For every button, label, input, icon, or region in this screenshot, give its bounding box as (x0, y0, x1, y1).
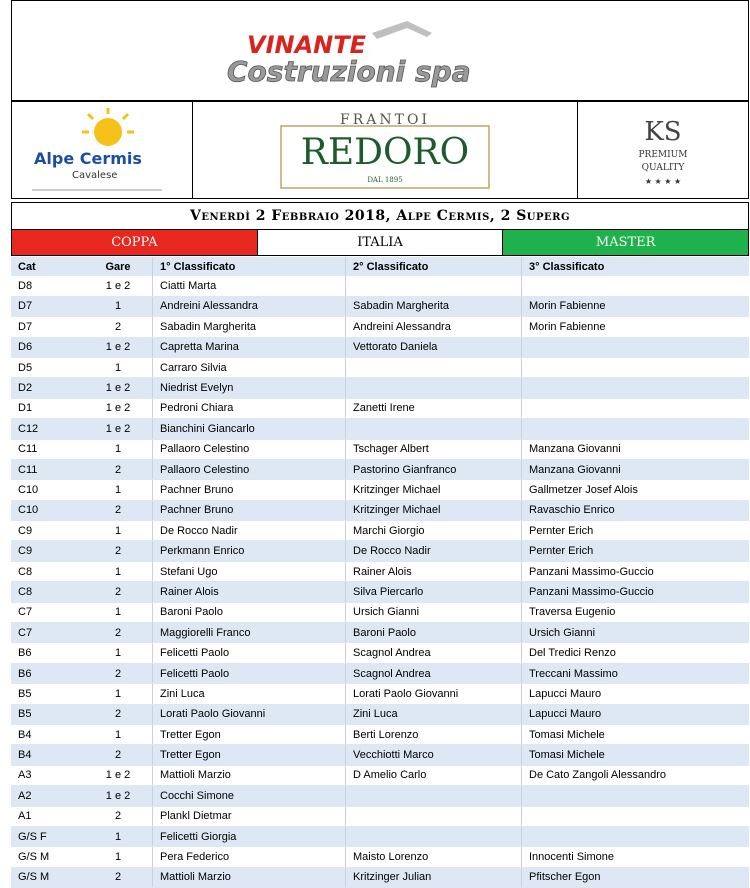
redoro-logo (193, 102, 578, 198)
cell-gare: 1 e 2 (84, 398, 153, 418)
cell-second: Lorati Paolo Giovanni (346, 684, 522, 704)
cell-cat: D6 (11, 337, 84, 357)
cell-first: Tretter Egon (153, 745, 346, 765)
cell-third: Ursich Gianni (522, 623, 750, 643)
cell-third: Tomasi Michele (522, 724, 750, 744)
category-band (11, 230, 749, 256)
cell-first: Plankl Dietmar (153, 806, 346, 826)
cell-gare: 2 (84, 704, 153, 724)
table-row (11, 357, 749, 377)
cell-first: Niedrist Evelyn (153, 378, 346, 398)
cell-second: Berti Lorenzo (346, 724, 522, 744)
cell-cat: C9 (11, 541, 84, 561)
logo-top-line: VINANTE (247, 31, 367, 59)
table-row (11, 806, 749, 826)
cell-first: Andreini Alessandra (153, 296, 346, 316)
cell-cat: C8 (11, 561, 84, 581)
cell-cat: A3 (11, 765, 84, 785)
cell-cat: D7 (11, 296, 84, 316)
cell-cat: D1 (11, 398, 84, 418)
cell-gare: 1 e 2 (84, 786, 153, 806)
cell-gare: 1 (84, 480, 153, 500)
cell-cat: B6 (11, 663, 84, 683)
cell-cat: C11 (11, 459, 84, 479)
table-row (11, 684, 749, 704)
cell-third: Del Tredici Renzo (522, 643, 750, 663)
cell-third: Pfitscher Egon (522, 867, 750, 887)
table-row (11, 561, 749, 581)
redoro-name: REDORO (300, 132, 470, 173)
cell-second: Ursich Gianni (346, 602, 522, 622)
cell-first: Mattioli Marzio (153, 867, 346, 887)
cell-cat: D5 (11, 357, 84, 377)
cell-cat: G/S M (11, 867, 84, 887)
header-second: 2° Classificato (346, 257, 522, 276)
table-row (11, 500, 749, 520)
table-row (11, 521, 749, 541)
table-row (11, 296, 749, 316)
cell-gare: 2 (84, 745, 153, 765)
cell-third: Manzana Giovanni (522, 459, 750, 479)
results-table (11, 257, 749, 888)
cell-first: Rainer Alois (153, 582, 346, 602)
header-cat: Cat (11, 257, 84, 276)
cell-second (346, 419, 522, 439)
cell-third (522, 826, 750, 846)
cell-second: Sabadin Margherita (346, 296, 522, 316)
cell-first: Lorati Paolo Giovanni (153, 704, 346, 724)
cell-third: Traversa Eugenio (522, 602, 750, 622)
cell-gare: 2 (84, 806, 153, 826)
cell-first: Carraro Silvia (153, 357, 346, 377)
cell-cat: B5 (11, 704, 84, 724)
vinante-logo-box (11, 0, 749, 101)
cell-third: De Cato Zangoli Alessandro (522, 765, 750, 785)
cell-first: Pera Federico (153, 847, 346, 867)
table-row (11, 826, 749, 846)
alpe-sub: Cavalese (72, 170, 118, 181)
table-row (11, 724, 749, 744)
table-row (11, 663, 749, 683)
table-row (11, 582, 749, 602)
cell-first: Pachner Bruno (153, 480, 346, 500)
logo-bottom-line: Costruzioni spa (227, 55, 471, 88)
table-row (11, 276, 749, 296)
table-row (11, 317, 749, 337)
cell-cat: C7 (11, 623, 84, 643)
cell-second: Maisto Lorenzo (346, 847, 522, 867)
ks-line1: PREMIUM (638, 150, 688, 160)
table-row (11, 459, 749, 479)
cell-third: Manzana Giovanni (522, 439, 750, 459)
cell-second: Pastorino Gianfranco (346, 459, 522, 479)
cell-third: Innocenti Simone (522, 847, 750, 867)
cell-second: Tschager Albert (346, 439, 522, 459)
cell-third (522, 357, 750, 377)
table-row (11, 867, 749, 887)
cell-gare: 1 (84, 561, 153, 581)
cell-second: Marchi Giorgio (346, 521, 522, 541)
table-row (11, 419, 749, 439)
cell-third (522, 398, 750, 418)
cell-first: Felicetti Paolo (153, 643, 346, 663)
cell-first: Capretta Marina (153, 337, 346, 357)
cell-first: Stefani Ugo (153, 561, 346, 581)
band-coppa: COPPA (12, 230, 258, 255)
cell-first: Cocchi Simone (153, 786, 346, 806)
cell-cat: B4 (11, 724, 84, 744)
table-row (11, 847, 749, 867)
cell-first: Pallaoro Celestino (153, 459, 346, 479)
cell-cat: A1 (11, 806, 84, 826)
cell-gare: 1 (84, 439, 153, 459)
cell-gare: 1 (84, 296, 153, 316)
cell-second: Andreini Alessandra (346, 317, 522, 337)
cell-cat: D2 (11, 378, 84, 398)
cell-third: Gallmetzer Josef Alois (522, 480, 750, 500)
cell-third: Pernter Erich (522, 541, 750, 561)
cell-cat: G/S F (11, 826, 84, 846)
table-row (11, 745, 749, 765)
sponsor-row (11, 101, 749, 199)
cell-first: Mattioli Marzio (153, 765, 346, 785)
cell-cat: C10 (11, 480, 84, 500)
header-first: 1° Classificato (153, 257, 346, 276)
cell-third (522, 786, 750, 806)
cell-second: Kritzinger Michael (346, 480, 522, 500)
cell-third: Pernter Erich (522, 521, 750, 541)
table-row (11, 480, 749, 500)
cell-cat: D7 (11, 317, 84, 337)
cell-third: Ravaschio Enrico (522, 500, 750, 520)
alpe-name: Alpe Cermis (34, 149, 142, 168)
table-row (11, 643, 749, 663)
cell-cat: B4 (11, 745, 84, 765)
cell-cat: B6 (11, 643, 84, 663)
cell-first: Pallaoro Celestino (153, 439, 346, 459)
cell-second: Rainer Alois (346, 561, 522, 581)
band-master: MASTER (503, 230, 748, 255)
cell-gare: 1 (84, 847, 153, 867)
cell-gare: 2 (84, 867, 153, 887)
cell-cat: G/S M (11, 847, 84, 867)
cell-first: Ciatti Marta (153, 276, 346, 296)
cell-cat: B5 (11, 684, 84, 704)
cell-gare: 1 e 2 (84, 276, 153, 296)
table-row (11, 337, 749, 357)
cell-third: Lapucci Mauro (522, 704, 750, 724)
band-italia: ITALIA (258, 230, 504, 255)
cell-third (522, 378, 750, 398)
cell-first: Tretter Egon (153, 724, 346, 744)
cell-first: Perkmann Enrico (153, 541, 346, 561)
alpe-cermis-logo (12, 102, 193, 198)
cell-first: Baroni Paolo (153, 602, 346, 622)
table-row (11, 541, 749, 561)
cell-third: Panzani Massimo-Guccio (522, 582, 750, 602)
cell-third: Tomasi Michele (522, 745, 750, 765)
cell-gare: 1 (84, 643, 153, 663)
table-row (11, 398, 749, 418)
cell-gare: 2 (84, 541, 153, 561)
cell-gare: 2 (84, 459, 153, 479)
cell-gare: 1 e 2 (84, 337, 153, 357)
event-title: Venerdì 2 Febbraio 2018, Alpe Cermis, 2 Superg (11, 202, 749, 230)
cell-cat: A2 (11, 786, 84, 806)
cell-cat: C12 (11, 419, 84, 439)
cell-first: Felicetti Paolo (153, 663, 346, 683)
cell-second: Vettorato Daniela (346, 337, 522, 357)
cell-first: Felicetti Giorgia (153, 826, 346, 846)
cell-second (346, 806, 522, 826)
cell-second: Vecchiotti Marco (346, 745, 522, 765)
header-third: 3° Classificato (522, 257, 750, 276)
cell-gare: 1 (84, 602, 153, 622)
cell-cat: D8 (11, 276, 84, 296)
redoro-top: FRANTOI (340, 112, 430, 128)
ks-mark: KS (644, 117, 682, 147)
table-row (11, 378, 749, 398)
cell-second (346, 826, 522, 846)
cell-second: Silva Piercarlo (346, 582, 522, 602)
redoro-sub: DAL 1895 (367, 176, 403, 184)
ks-line2: QUALITY (641, 163, 685, 173)
cell-first: Bianchini Giancarlo (153, 419, 346, 439)
cell-second (346, 357, 522, 377)
cell-first: Maggiorelli Franco (153, 623, 346, 643)
cell-third (522, 419, 750, 439)
cell-gare: 1 (84, 684, 153, 704)
cell-second: Kritzinger Michael (346, 500, 522, 520)
cell-second (346, 276, 522, 296)
table-row (11, 765, 749, 785)
cell-third (522, 806, 750, 826)
table-header-row (11, 257, 749, 276)
cell-gare: 1 (84, 724, 153, 744)
table-row (11, 786, 749, 806)
cell-third (522, 276, 750, 296)
cell-first: Pedroni Chiara (153, 398, 346, 418)
cell-second: Kritzinger Julian (346, 867, 522, 887)
svg-text:★ ★ ★ ★: ★ ★ ★ ★ (644, 177, 682, 186)
cell-gare: 1 (84, 357, 153, 377)
cell-third (522, 337, 750, 357)
cell-gare: 1 e 2 (84, 419, 153, 439)
cell-second: D Amelio Carlo (346, 765, 522, 785)
cell-third: Panzani Massimo-Guccio (522, 561, 750, 581)
cell-cat: C11 (11, 439, 84, 459)
cell-cat: C8 (11, 582, 84, 602)
cell-gare: 2 (84, 623, 153, 643)
cell-gare: 2 (84, 663, 153, 683)
cell-second: Scagnol Andrea (346, 663, 522, 683)
cell-second: Zanetti Irene (346, 398, 522, 418)
cell-second (346, 786, 522, 806)
cell-third: Morin Fabienne (522, 317, 750, 337)
cell-third: Lapucci Mauro (522, 684, 750, 704)
cell-gare: 2 (84, 500, 153, 520)
cell-second: Baroni Paolo (346, 623, 522, 643)
table-row (11, 623, 749, 643)
cell-cat: C9 (11, 521, 84, 541)
cell-first: Sabadin Margherita (153, 317, 346, 337)
cell-gare: 2 (84, 317, 153, 337)
cell-second (346, 378, 522, 398)
cell-second: De Rocco Nadir (346, 541, 522, 561)
table-row (11, 704, 749, 724)
cell-second: Zini Luca (346, 704, 522, 724)
cell-first: De Rocco Nadir (153, 521, 346, 541)
cell-third: Treccani Massimo (522, 663, 750, 683)
cell-cat: C10 (11, 500, 84, 520)
cell-third: Morin Fabienne (522, 296, 750, 316)
cell-first: Pachner Bruno (153, 500, 346, 520)
cell-cat: C7 (11, 602, 84, 622)
cell-gare: 2 (84, 582, 153, 602)
header-gare: Gare (84, 257, 153, 276)
table-row (11, 439, 749, 459)
cell-gare: 1 e 2 (84, 765, 153, 785)
table-row (11, 602, 749, 622)
cell-gare: 1 (84, 826, 153, 846)
cell-first: Zini Luca (153, 684, 346, 704)
vinante-logo (12, 1, 748, 100)
cell-gare: 1 e 2 (84, 378, 153, 398)
ks-logo (578, 102, 748, 198)
cell-second: Scagnol Andrea (346, 643, 522, 663)
cell-gare: 1 (84, 521, 153, 541)
